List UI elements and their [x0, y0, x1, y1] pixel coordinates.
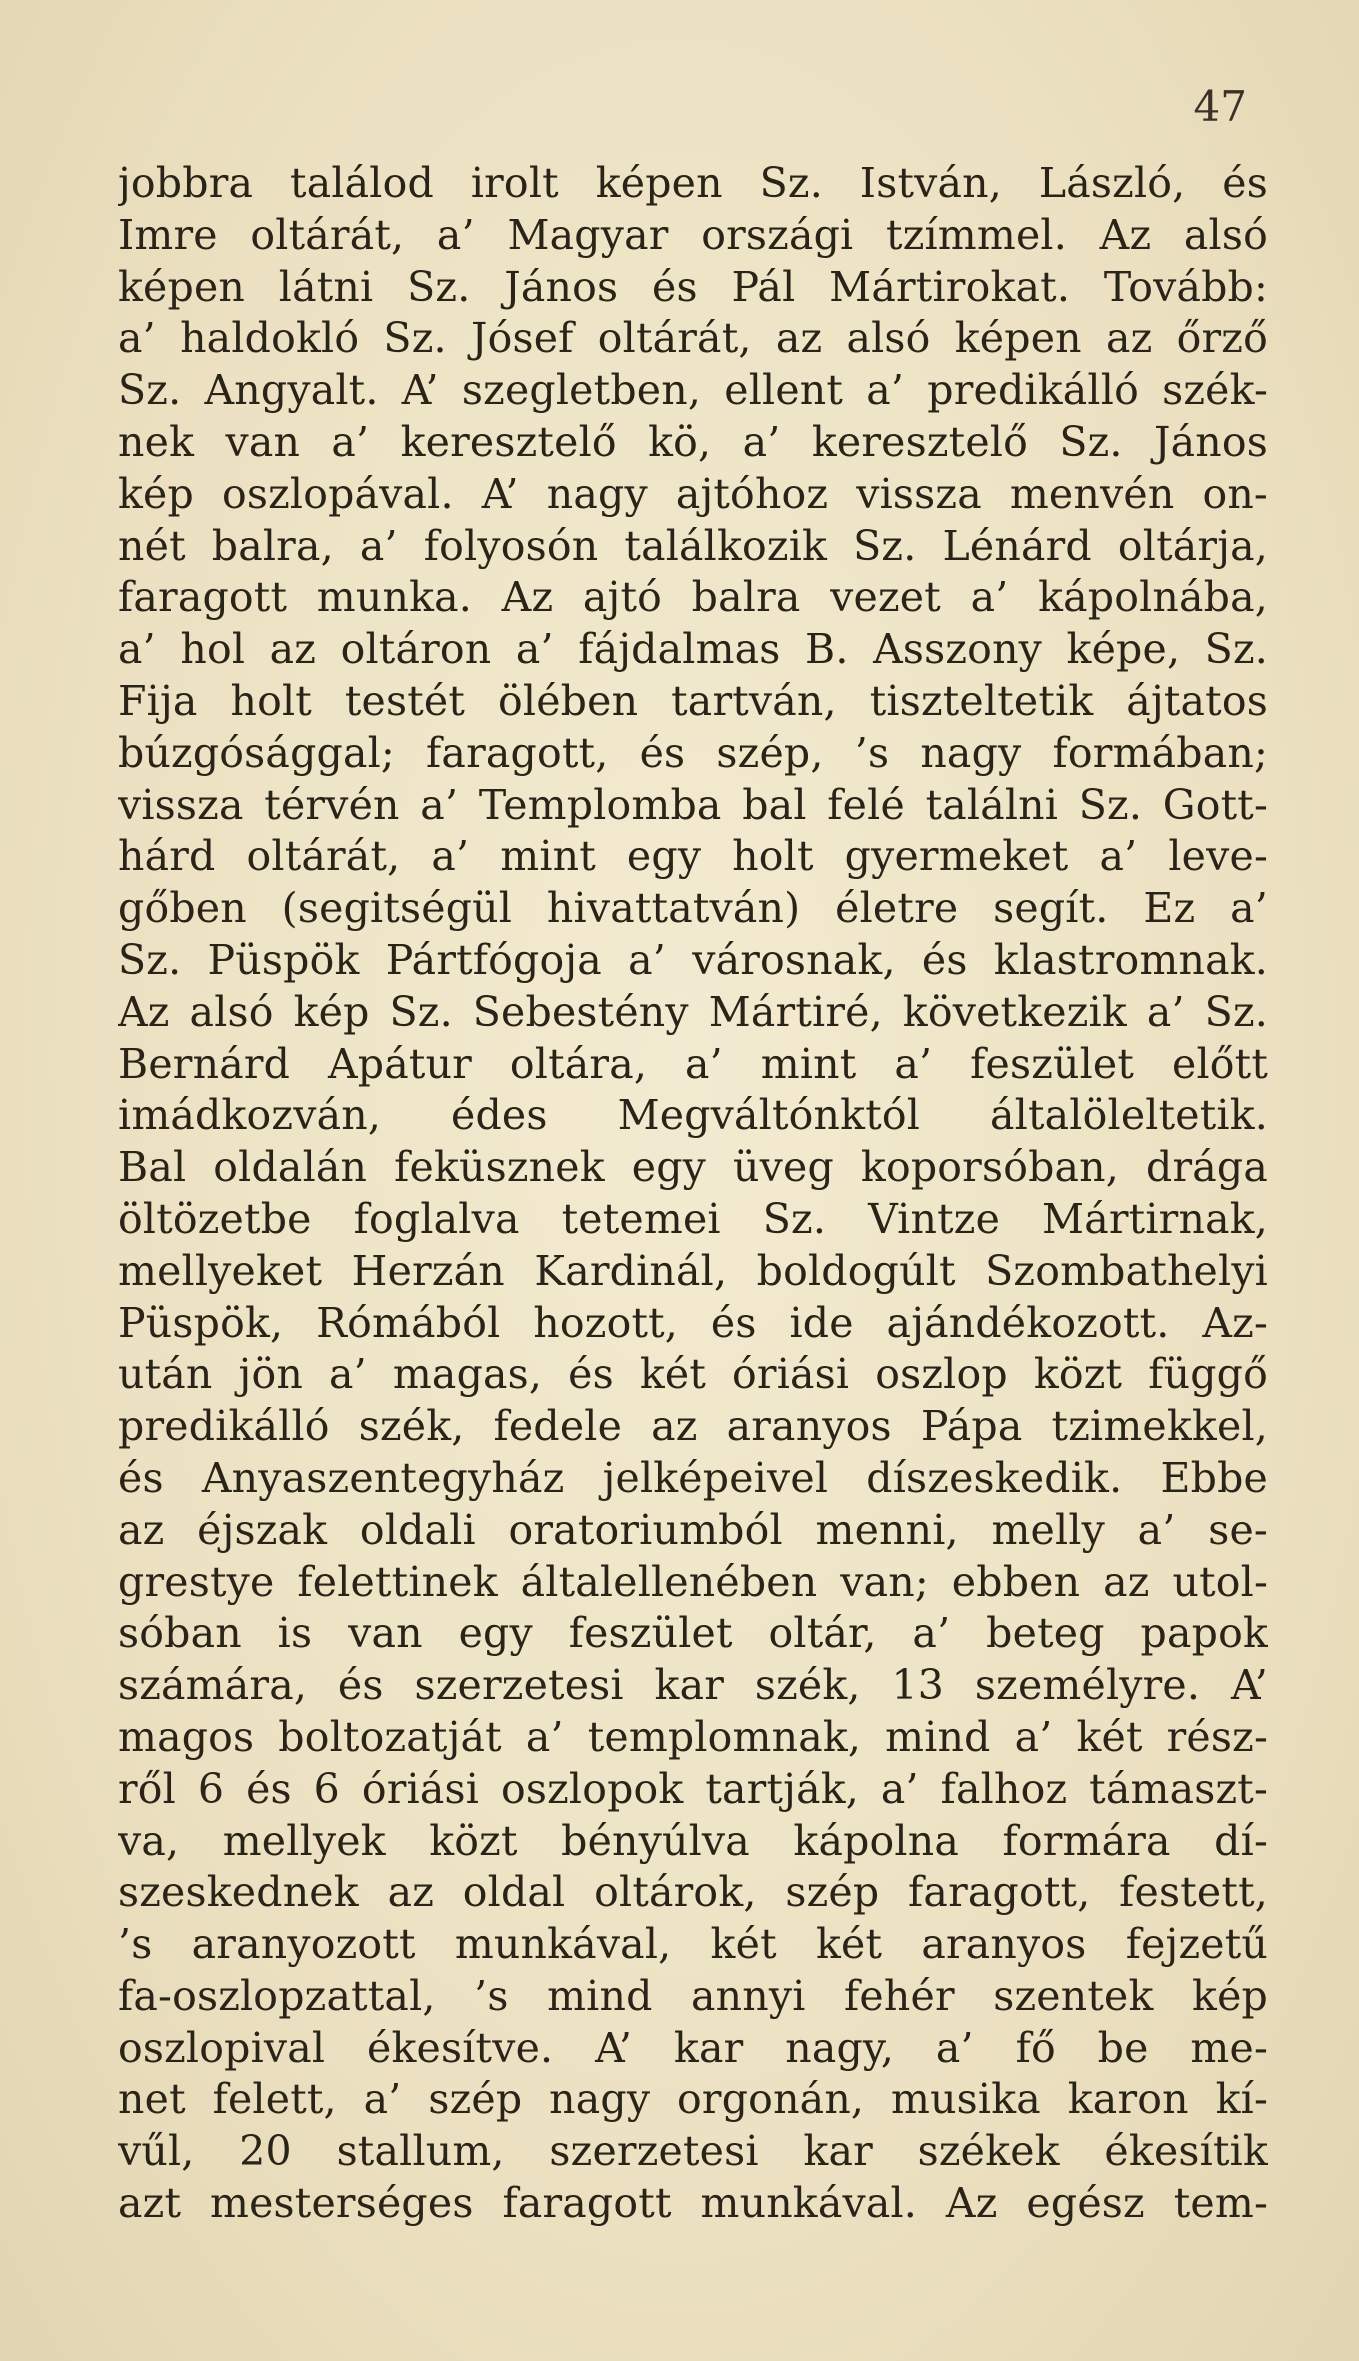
text-line: gőben (segitségül hivattatván) életre segít. Ez a’ — [118, 884, 1268, 933]
page-number: 47 — [1193, 82, 1247, 131]
body-text — [118, 158, 1268, 2230]
text-line: a’ haldokló Sz. Jósef oltárát, az alsó képen az őrző — [118, 314, 1268, 363]
text-line: grestye felettinek általellenében van; ebben az utol- — [118, 1557, 1268, 1606]
text-line: búzgósággal; faragott, és szép, ’s nagy formában; — [118, 728, 1268, 777]
text-line: szeskednek az oldal oltárok, szép faragott, festett, — [118, 1868, 1268, 1917]
text-line: a’ hol az oltáron a’ fájdalmas B. Asszony képe, Sz. — [118, 625, 1268, 674]
text-line: az éjszak oldali oratoriumból menni, melly a’ se- — [118, 1505, 1268, 1554]
text-line: nét balra, a’ folyosón találkozik Sz. Lénárd oltárja, — [118, 521, 1268, 570]
text-line: fa-oszlopzattal, ’s mind annyi fehér szentek kép — [118, 1971, 1268, 2020]
text-line: számára, és szerzetesi kar szék, 13 személyre. A’ — [118, 1661, 1268, 1710]
text-line: ről 6 és 6 óriási oszlopok tartják, a’ falhoz támaszt- — [118, 1764, 1268, 1813]
text-line: sóban is van egy feszület oltár, a’ beteg papok — [118, 1609, 1268, 1658]
text-line: vűl, 20 stallum, szerzetesi kar székek ékesítik — [118, 2127, 1268, 2176]
text-line: net felett, a’ szép nagy orgonán, musika karon kí- — [118, 2075, 1268, 2124]
text-line: predikálló szék, fedele az aranyos Pápa tzimekkel, — [118, 1402, 1268, 1451]
text-line: Fija holt testét ölében tartván, tiszteltetik ájtatos — [118, 676, 1268, 725]
text-line: és Anyaszentegyház jelképeivel díszeskedik. Ebbe — [118, 1453, 1268, 1502]
text-line: után jön a’ magas, és két óriási oszlop közt függő — [118, 1350, 1268, 1399]
text-line: Bernárd Apátur oltára, a’ mint a’ feszület előtt — [118, 1039, 1268, 1088]
text-line: vissza térvén a’ Templomba bal felé találni Sz. Gott- — [118, 780, 1268, 829]
text-line: faragott munka. Az ajtó balra vezet a’ kápolnába, — [118, 573, 1268, 622]
text-line: va, mellyek közt bényúlva kápolna formára dí- — [118, 1816, 1268, 1865]
text-line: nek van a’ keresztelő kö, a’ keresztelő Sz. János — [118, 417, 1268, 466]
text-line: Sz. Püspök Pártfógoja a’ városnak, és klastromnak. — [118, 935, 1268, 984]
text-line: oszlopival ékesítve. A’ kar nagy, a’ fő be me- — [118, 2023, 1268, 2072]
text-line: imádkozván, édes Megváltónktól általöleltetik. — [118, 1091, 1268, 1140]
text-line: Bal oldalán feküsznek egy üveg koporsóban, drága — [118, 1143, 1268, 1192]
text-line: Sz. Angyalt. A’ szegletben, ellent a’ predikálló szék- — [118, 366, 1268, 415]
text-line: magos boltozatját a’ templomnak, mind a’ két rész- — [118, 1712, 1268, 1761]
text-line: öltözetbe foglalva tetemei Sz. Vintze Mártirnak, — [118, 1194, 1268, 1243]
text-line: hárd oltárát, a’ mint egy holt gyermeket a’ leve- — [118, 832, 1268, 881]
text-line: azt mesterséges faragott munkával. Az egész tem- — [118, 2179, 1268, 2228]
text-line: kép oszlopával. A’ nagy ajtóhoz vissza menvén on- — [118, 469, 1268, 518]
text-line: jobbra találod irolt képen Sz. István, László, és — [118, 159, 1268, 207]
text-line: mellyeket Herzán Kardinál, boldogúlt Szombathelyi — [118, 1246, 1268, 1295]
text-line: ’s aranyozott munkával, két két aranyos fejzetű — [118, 1920, 1268, 1969]
text-line: képen látni Sz. János és Pál Mártirokat. Tovább: — [118, 262, 1268, 311]
text-line: Püspök, Rómából hozott, és ide ajándékozott. Az- — [118, 1298, 1268, 1347]
text-line: Az alsó kép Sz. Sebestény Mártiré, következik a’ Sz. — [118, 987, 1268, 1036]
text-line: Imre oltárát, a’ Magyar országi tzímmel. Az alsó — [118, 210, 1268, 259]
